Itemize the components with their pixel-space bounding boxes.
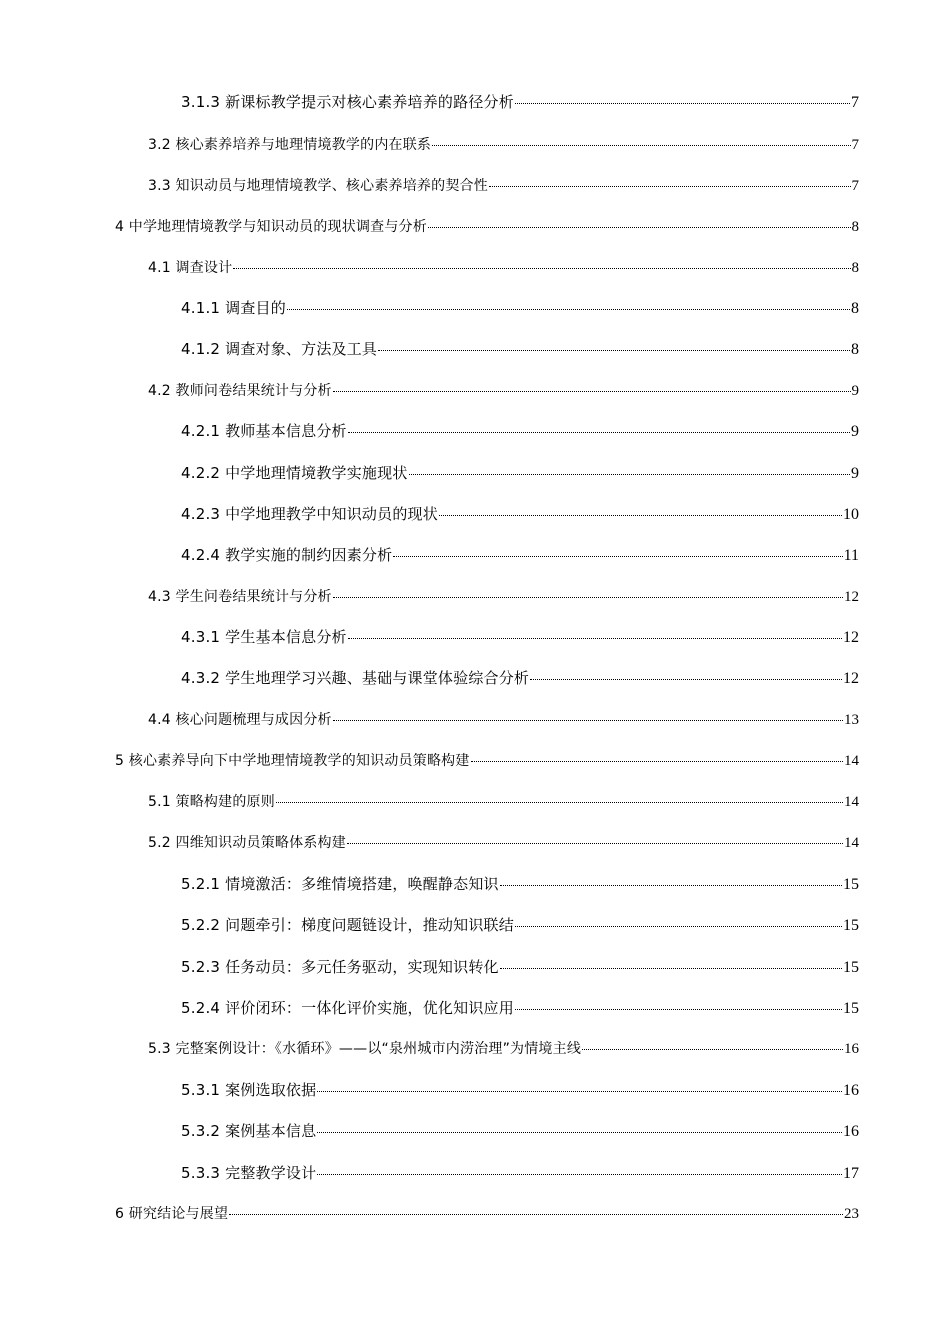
toc-dot-leader (333, 720, 843, 721)
toc-entry-title: 6 研究结论与展望 (115, 1206, 229, 1222)
toc-entry-title: 4.2.2 中学地理情境教学实施现状 (181, 464, 408, 482)
toc-entry[interactable] (115, 1204, 859, 1224)
toc-entry-title: 5.3.2 案例基本信息 (181, 1122, 317, 1140)
toc-dot-leader (393, 556, 842, 557)
toc-page-number: 11 (843, 547, 859, 564)
toc-dot-leader (515, 1009, 842, 1010)
toc-dot-leader (347, 843, 843, 844)
toc-page-number: 13 (844, 712, 859, 728)
toc-entry-title: 5.3 完整案例设计：《水循环》——以“泉州城市内涝治理”为情境主线 (148, 1041, 582, 1057)
toc-dot-leader (582, 1049, 843, 1050)
toc-page-number: 15 (843, 959, 859, 976)
toc-entry[interactable] (181, 1080, 859, 1101)
toc-dot-leader (409, 474, 850, 475)
toc-entry-title: 4.2.4 教学实施的制约因素分析 (181, 546, 393, 564)
toc-entry[interactable] (148, 710, 859, 730)
toc-entry-title: 4.3.1 学生基本信息分析 (181, 628, 347, 646)
toc-page-number: 17 (843, 1165, 859, 1182)
toc-entry[interactable] (148, 381, 859, 401)
toc-page-number: 16 (844, 1041, 859, 1057)
toc-entry-title: 4.3.2 学生地理学习兴趣、基础与课堂体验综合分析 (181, 669, 530, 687)
toc-entry-title: 4.1.1 调查目的 (181, 299, 286, 317)
toc-entry-title: 3.2 核心素养培养与地理情境教学的内在联系 (148, 137, 432, 153)
toc-entry-title: 4 中学地理情境教学与知识动员的现状调查与分析 (115, 219, 427, 235)
toc-entry[interactable] (181, 915, 859, 936)
toc-entry-title: 4.4 核心问题梳理与成因分析 (148, 712, 332, 728)
toc-page-number: 15 (843, 917, 859, 934)
toc-dot-leader (287, 309, 850, 310)
toc-dot-leader (276, 802, 843, 803)
toc-entry[interactable] (181, 874, 859, 895)
toc-entry-title: 4.1.2 调查对象、方法及工具 (181, 340, 378, 358)
toc-entry-title: 4.2.1 教师基本信息分析 (181, 422, 347, 440)
toc-page-number: 12 (843, 670, 859, 687)
toc-entry[interactable] (181, 298, 859, 319)
toc-entry[interactable] (181, 998, 859, 1019)
toc-entry[interactable] (181, 1163, 859, 1184)
toc-entry[interactable] (181, 504, 859, 525)
toc-dot-leader (317, 1091, 842, 1092)
toc-entry[interactable] (148, 792, 859, 812)
toc-dot-leader (348, 638, 842, 639)
toc-dot-leader (233, 268, 850, 269)
toc-page-number: 15 (843, 876, 859, 893)
toc-page-number: 8 (851, 219, 859, 235)
toc-dot-leader (428, 227, 851, 228)
toc-page-number: 16 (843, 1082, 859, 1099)
toc-page-number: 8 (851, 260, 859, 276)
toc-entry-title: 5.2 四维知识动员策略体系构建 (148, 835, 346, 851)
toc-entry-title: 5.2.1 情境激活：多维情境搭建，唤醒静态知识 (181, 875, 499, 893)
toc-dot-leader (439, 515, 842, 516)
toc-entry-title: 5.2.2 问题牵引：梯度问题链设计，推动知识联结 (181, 916, 514, 934)
toc-entry-title: 3.1.3 新课标教学提示对核心素养培养的路径分析 (181, 93, 514, 111)
toc-entry[interactable] (181, 545, 859, 566)
toc-entry-title: 5.3.1 案例选取依据 (181, 1081, 317, 1099)
toc-page-number: 7 (851, 94, 859, 111)
toc-dot-leader (515, 926, 842, 927)
toc-entry[interactable] (115, 217, 859, 237)
toc-entry-title: 4.1 调查设计 (148, 260, 233, 276)
toc-page-number: 7 (851, 137, 859, 153)
toc-dot-leader (378, 350, 850, 351)
toc-entry[interactable] (181, 668, 859, 689)
toc-dot-leader (348, 432, 850, 433)
toc-page-number: 9 (851, 465, 859, 482)
toc-page-number: 7 (851, 178, 859, 194)
toc-page-number: 10 (843, 506, 859, 523)
toc-entry[interactable] (115, 751, 859, 771)
toc-entry[interactable] (148, 833, 859, 853)
toc-dot-leader (489, 186, 851, 187)
toc-page-number: 9 (851, 423, 859, 440)
toc-entry[interactable] (181, 421, 859, 442)
toc-entry[interactable] (181, 339, 859, 360)
toc-entry-title: 4.3 学生问卷结果统计与分析 (148, 589, 332, 605)
toc-entry-title: 4.2 教师问卷结果统计与分析 (148, 383, 332, 399)
toc-entry-title: 5 核心素养导向下中学地理情境教学的知识动员策略构建 (115, 753, 470, 769)
toc-entry[interactable] (181, 1121, 859, 1142)
toc-dot-leader (500, 968, 842, 969)
toc-page-number: 14 (844, 835, 859, 851)
toc-dot-leader (500, 885, 842, 886)
toc-page-number: 14 (844, 794, 859, 810)
toc-entry-title: 4.2.3 中学地理教学中知识动员的现状 (181, 505, 438, 523)
toc-page-number: 14 (844, 753, 859, 769)
toc-page-number: 12 (843, 629, 859, 646)
toc-entry[interactable] (181, 92, 859, 113)
toc-page-number: 9 (851, 383, 859, 399)
toc-dot-leader (333, 391, 851, 392)
toc-entry[interactable] (148, 176, 859, 196)
toc-entry[interactable] (148, 258, 859, 278)
toc-entry[interactable] (148, 1039, 859, 1059)
toc-dot-leader (317, 1174, 842, 1175)
toc-dot-leader (432, 145, 850, 146)
toc-page-number: 15 (843, 1000, 859, 1017)
toc-page-number: 23 (844, 1206, 859, 1222)
toc-dot-leader (333, 597, 843, 598)
toc-dot-leader (471, 761, 843, 762)
toc-dot-leader (515, 103, 850, 104)
toc-entry-title: 5.2.3 任务动员：多元任务驱动，实现知识转化 (181, 958, 499, 976)
toc-entry[interactable] (181, 627, 859, 648)
toc-entry[interactable] (148, 587, 859, 607)
toc-entry-title: 5.2.4 评价闭环：一体化评价实施，优化知识应用 (181, 999, 514, 1017)
toc-page-number: 12 (844, 589, 859, 605)
toc-page-number: 8 (851, 341, 859, 358)
toc-entry-title: 5.1 策略构建的原则 (148, 794, 275, 810)
toc-dot-leader (229, 1214, 843, 1215)
toc-dot-leader (530, 679, 842, 680)
toc-entry[interactable] (181, 463, 859, 484)
toc-dot-leader (317, 1132, 842, 1133)
toc-entry[interactable] (148, 135, 859, 155)
toc-entry-title: 5.3.3 完整教学设计 (181, 1164, 317, 1182)
toc-entry-title: 3.3 知识动员与地理情境教学、核心素养培养的契合性 (148, 178, 488, 194)
toc-page-number: 16 (843, 1123, 859, 1140)
toc-entry[interactable] (181, 957, 859, 978)
toc-page-number: 8 (851, 300, 859, 317)
